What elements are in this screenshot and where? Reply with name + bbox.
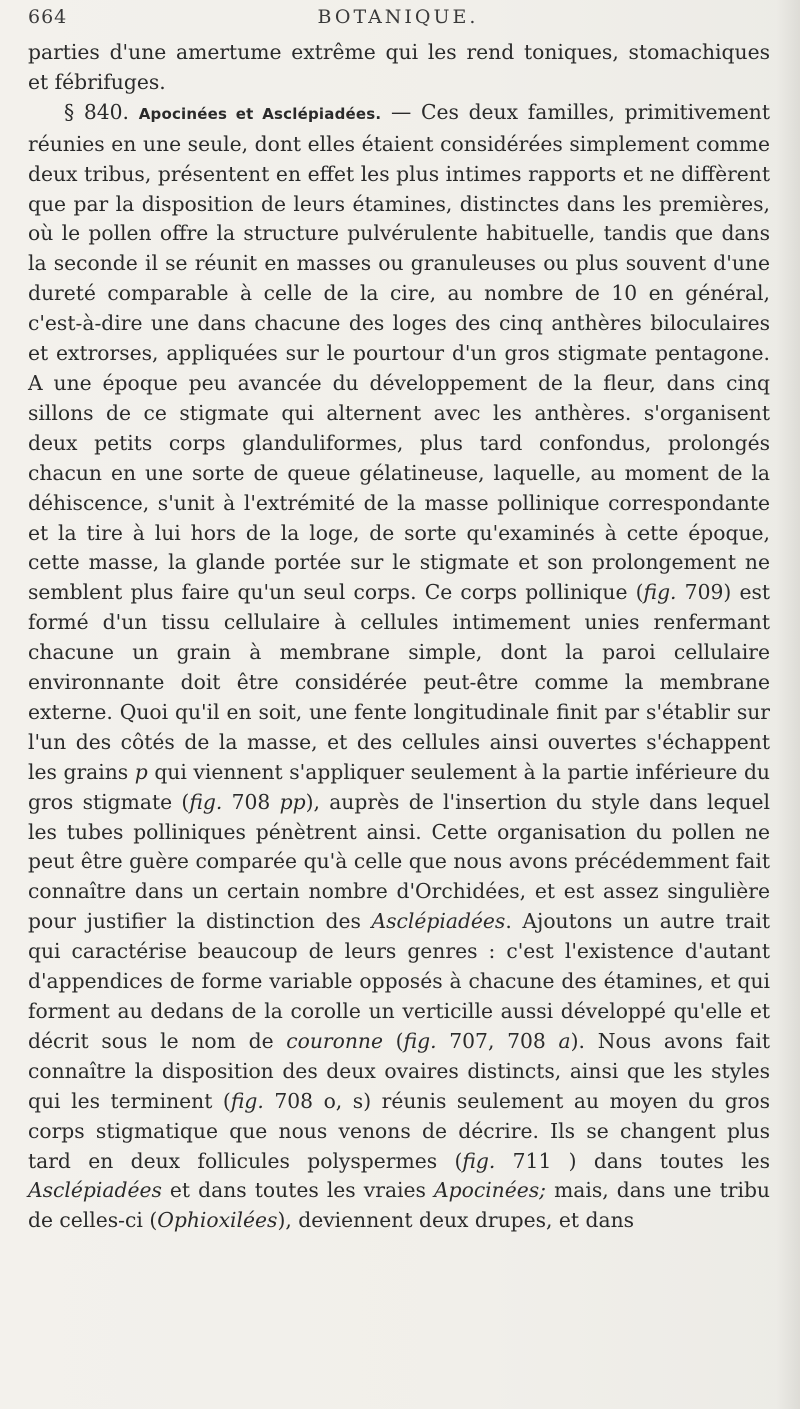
text-run: ), auprès de l'insertion du style dans lequel les tubes polliniques pénètrent ainsi. Cette organisation du pollen ne peut être guère comparée qu'à celle que nous avons précédemment fait connaître dans un certain nombre d'Orchidées, et est assez singulière pour justifier la distinction des: [28, 789, 770, 934]
figure-ref: fig.: [230, 1088, 264, 1113]
text-run: ), deviennent deux drupes, et dans: [277, 1208, 635, 1233]
page-header: [28, 6, 768, 36]
taxon-name: Asclépiadées: [371, 909, 506, 934]
section-title: Apocinées et Asclépiadées.: [138, 104, 382, 123]
italic-label: pp: [279, 789, 306, 814]
text-run: 711 ) dans toutes les: [495, 1148, 770, 1173]
text-run: 708 o, s) réunis seulement au moyen du gros corps stigmatique que nous venons de décrire. Ils se changent plus tard en deux follicules polyspermes (: [28, 1088, 770, 1173]
section-840-paragraph: [28, 98, 770, 1236]
taxon-name: Asclépiadées: [28, 1178, 162, 1203]
page-number: 664: [28, 6, 68, 28]
text-run: . Ajoutons un autre trait qui caractérise beaucoup de leurs genres : c'est l'existence d'autant d'appendices de forme variable opposés à chacune des étamines, et qui forment au dedans de la corolle un verticille aussi développé qu'elle et décrit sous le nom de: [28, 909, 770, 1053]
taxon-name: Apocinées;: [434, 1178, 546, 1203]
text-run: ). Nous avons fait connaître la disposition des deux ovaires distincts, ainsi que les styles qui les terminent (: [28, 1028, 771, 1113]
text-run: et dans toutes les vraies: [161, 1178, 434, 1203]
text-run: (: [382, 1028, 404, 1053]
text-run: 709) est formé d'un tissu cellulaire à cellules intimement unies renfermant chacune un grain à membrane simple, dont la paroi cellulaire environnante doit être considérée peut-être comme la membrane externe. Quoi qu'il en soit, une fente longitudinale finit par s'établir sur l'un des côtés de la masse, et des cellules ainsi ouvertes s'échappent les grains: [28, 580, 770, 784]
body-text: [28, 38, 770, 1236]
intro-paragraph: parties d'une amertume extrême qui les rend toniques, stomachiques et fébrifuges.: [28, 40, 770, 94]
term-couronne: couronne: [286, 1028, 383, 1053]
italic-label: p: [134, 759, 148, 784]
text-run: 708: [222, 789, 280, 814]
figure-ref: fig.: [403, 1028, 437, 1053]
text-run: — Ces deux familles, primitivement réunies en une seule, dont elles étaient considérées simplement comme deux tribus, présentent en effet les plus intimes rapports et ne diffèrent que par la disposition de leurs étamines, distinctes dans les premières, où le pollen offre la structure pulvérulente habituelle, tandis que dans la seconde il se réunit en masses ou granuleuses ou plus souvent d'une dureté comparable à celle de la cire, au nombre de 10 en général, c'est-à-dire une dans chacune des loges des cinq anthères biloculaires et extrorses, appliquées sur le pourtour d'un gros stigmate pentagone. A une époque peu avancée du développement de la fleur, dans cinq sillons de ce stigmate qui alternent avec les anthères. s'organisent deux petits corps glanduliformes, plus tard confondus, prolongés chacun en une sorte de queue gélatineuse, laquelle, au moment de la déhiscence, s'unit à l'extrémité de la masse pollinique correspondante et la tire à lui hors de la loge, de sorte qu'examinés à cette époque, cette masse, la glande portée sur le stigmate et son prolongement ne semblent plus faire qu'un seul corps. Ce corps pollinique (: [28, 99, 771, 605]
text-run: mais, dans une tribu de celles-ci (: [28, 1178, 770, 1233]
section-number: § 840.: [64, 99, 129, 124]
page-edge-shadow: [776, 0, 800, 1409]
italic-label: a: [558, 1028, 571, 1053]
taxon-name: Ophioxilées: [157, 1208, 278, 1233]
text-run: 707, 708: [436, 1028, 559, 1053]
figure-ref: fig.: [643, 580, 677, 605]
text-run: qui viennent s'appliquer seulement à la partie inférieure du gros stigmate (: [28, 759, 770, 814]
figure-ref: fig.: [462, 1148, 496, 1173]
running-title: BOTANIQUE.: [317, 6, 479, 28]
figure-ref: fig.: [189, 789, 223, 814]
